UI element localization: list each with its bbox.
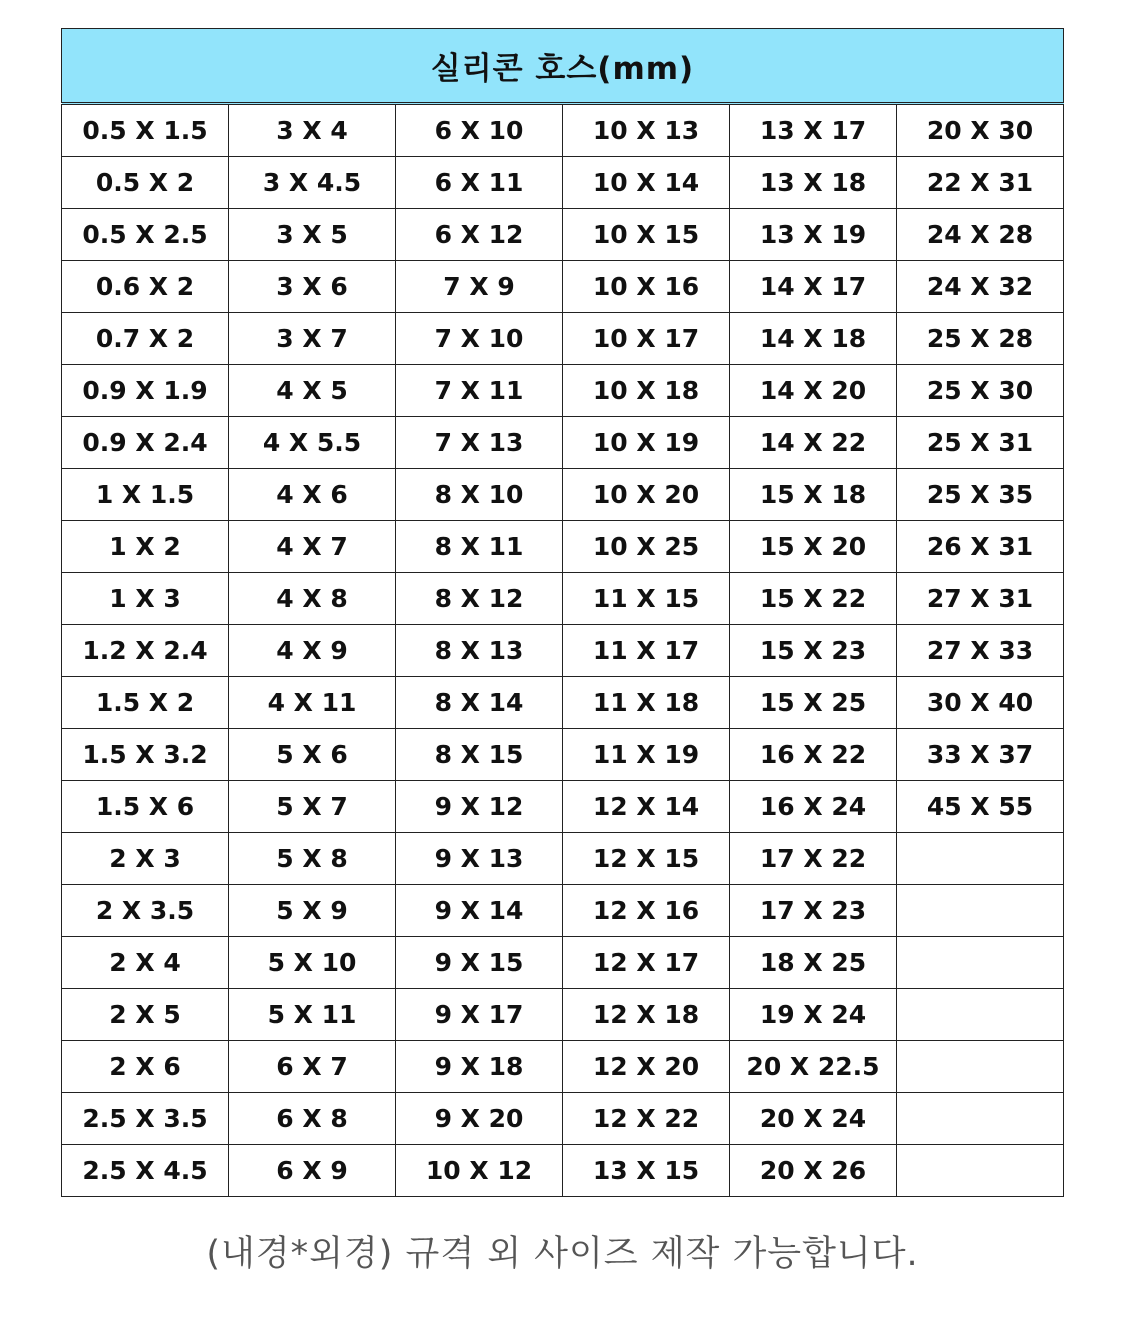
size-cell: 2 X 3.5 <box>62 885 229 937</box>
size-cell: 1 X 1.5 <box>62 469 229 521</box>
size-cell: 10 X 12 <box>396 1145 563 1197</box>
size-cell: 9 X 14 <box>396 885 563 937</box>
size-cell: 18 X 25 <box>730 937 897 989</box>
size-cell: 3 X 7 <box>229 313 396 365</box>
size-cell: 27 X 33 <box>897 625 1064 677</box>
size-cell: 10 X 14 <box>563 157 730 209</box>
size-cell: 1.2 X 2.4 <box>62 625 229 677</box>
size-cell: 5 X 9 <box>229 885 396 937</box>
size-cell: 12 X 15 <box>563 833 730 885</box>
table-row <box>62 677 1064 729</box>
size-cell: 2 X 4 <box>62 937 229 989</box>
size-cell: 9 X 15 <box>396 937 563 989</box>
size-cell: 2.5 X 4.5 <box>62 1145 229 1197</box>
size-cell: 1.5 X 2 <box>62 677 229 729</box>
size-cell: 7 X 13 <box>396 417 563 469</box>
size-cell: 5 X 11 <box>229 989 396 1041</box>
footnote: (내경*외경) 규격 외 사이즈 제작 가능합니다. <box>206 1234 919 1274</box>
size-cell: 5 X 7 <box>229 781 396 833</box>
size-cell: 2.5 X 3.5 <box>62 1093 229 1145</box>
size-cell: 6 X 10 <box>396 104 563 157</box>
table-row <box>62 625 1064 677</box>
size-cell: 2 X 5 <box>62 989 229 1041</box>
size-cell: 8 X 15 <box>396 729 563 781</box>
size-cell: 10 X 25 <box>563 521 730 573</box>
table-row <box>62 1093 1064 1145</box>
size-cell: 12 X 18 <box>563 989 730 1041</box>
size-cell: 30 X 40 <box>897 677 1064 729</box>
size-cell: 12 X 17 <box>563 937 730 989</box>
size-cell: 9 X 18 <box>396 1041 563 1093</box>
size-cell: 0.7 X 2 <box>62 313 229 365</box>
size-cell: 10 X 13 <box>563 104 730 157</box>
size-cell: 0.5 X 2 <box>62 157 229 209</box>
size-cell: 8 X 10 <box>396 469 563 521</box>
size-cell: 11 X 19 <box>563 729 730 781</box>
table-row <box>62 937 1064 989</box>
size-cell: 11 X 15 <box>563 573 730 625</box>
size-cell: 11 X 18 <box>563 677 730 729</box>
size-cell: 6 X 12 <box>396 209 563 261</box>
table-row <box>62 417 1064 469</box>
size-cell: 24 X 32 <box>897 261 1064 313</box>
size-cell: 0.9 X 1.9 <box>62 365 229 417</box>
size-cell: 11 X 17 <box>563 625 730 677</box>
size-cell: 17 X 23 <box>730 885 897 937</box>
table-row <box>62 365 1064 417</box>
size-cell: 10 X 16 <box>563 261 730 313</box>
size-cell: 15 X 23 <box>730 625 897 677</box>
table-row <box>62 781 1064 833</box>
size-cell: 15 X 18 <box>730 469 897 521</box>
table-row <box>62 521 1064 573</box>
table-row <box>62 729 1064 781</box>
size-cell: 3 X 4 <box>229 104 396 157</box>
size-cell: 10 X 20 <box>563 469 730 521</box>
size-cell: 27 X 31 <box>897 573 1064 625</box>
size-cell: 8 X 11 <box>396 521 563 573</box>
size-cell: 13 X 15 <box>563 1145 730 1197</box>
size-cell: 20 X 22.5 <box>730 1041 897 1093</box>
size-cell: 0.5 X 2.5 <box>62 209 229 261</box>
size-cell: 5 X 10 <box>229 937 396 989</box>
size-cell: 25 X 31 <box>897 417 1064 469</box>
size-cell: 3 X 5 <box>229 209 396 261</box>
size-cell: 3 X 4.5 <box>229 157 396 209</box>
size-cell <box>897 989 1064 1041</box>
size-cell: 4 X 5.5 <box>229 417 396 469</box>
table-row <box>62 261 1064 313</box>
table-row <box>62 1145 1064 1197</box>
size-cell: 0.5 X 1.5 <box>62 104 229 157</box>
size-cell: 4 X 7 <box>229 521 396 573</box>
size-cell: 15 X 25 <box>730 677 897 729</box>
size-cell: 22 X 31 <box>897 157 1064 209</box>
table-row <box>62 157 1064 209</box>
size-cell: 16 X 22 <box>730 729 897 781</box>
table-row <box>62 833 1064 885</box>
size-cell: 6 X 8 <box>229 1093 396 1145</box>
size-cell: 14 X 22 <box>730 417 897 469</box>
size-cell: 20 X 30 <box>897 104 1064 157</box>
table-row <box>62 1041 1064 1093</box>
size-cell: 8 X 13 <box>396 625 563 677</box>
size-cell: 0.6 X 2 <box>62 261 229 313</box>
size-cell: 4 X 5 <box>229 365 396 417</box>
size-cell: 2 X 6 <box>62 1041 229 1093</box>
size-cell: 8 X 14 <box>396 677 563 729</box>
table-header-row <box>62 29 1064 104</box>
size-cell: 25 X 28 <box>897 313 1064 365</box>
size-cell: 1 X 2 <box>62 521 229 573</box>
size-cell: 15 X 20 <box>730 521 897 573</box>
size-cell: 7 X 10 <box>396 313 563 365</box>
size-cell <box>897 885 1064 937</box>
size-cell: 24 X 28 <box>897 209 1064 261</box>
size-cell: 0.9 X 2.4 <box>62 417 229 469</box>
size-cell: 9 X 20 <box>396 1093 563 1145</box>
size-cell: 10 X 17 <box>563 313 730 365</box>
size-cell: 12 X 16 <box>563 885 730 937</box>
size-cell: 15 X 22 <box>730 573 897 625</box>
size-cell: 10 X 15 <box>563 209 730 261</box>
size-cell: 13 X 19 <box>730 209 897 261</box>
table-body <box>62 104 1064 1197</box>
size-cell: 20 X 24 <box>730 1093 897 1145</box>
size-cell: 8 X 12 <box>396 573 563 625</box>
table-row <box>62 209 1064 261</box>
size-cell <box>897 833 1064 885</box>
size-cell: 20 X 26 <box>730 1145 897 1197</box>
size-cell: 9 X 12 <box>396 781 563 833</box>
size-cell: 7 X 11 <box>396 365 563 417</box>
size-cell: 6 X 9 <box>229 1145 396 1197</box>
size-cell: 6 X 7 <box>229 1041 396 1093</box>
size-cell: 12 X 20 <box>563 1041 730 1093</box>
table-row <box>62 573 1064 625</box>
size-cell: 1 X 3 <box>62 573 229 625</box>
size-cell: 4 X 6 <box>229 469 396 521</box>
size-cell: 25 X 30 <box>897 365 1064 417</box>
size-cell: 12 X 22 <box>563 1093 730 1145</box>
size-cell: 13 X 17 <box>730 104 897 157</box>
size-cell: 14 X 17 <box>730 261 897 313</box>
size-cell: 45 X 55 <box>897 781 1064 833</box>
size-cell: 3 X 6 <box>229 261 396 313</box>
size-cell: 5 X 8 <box>229 833 396 885</box>
table-row <box>62 469 1064 521</box>
table-row <box>62 104 1064 157</box>
size-cell <box>897 1145 1064 1197</box>
size-cell: 2 X 3 <box>62 833 229 885</box>
size-cell <box>897 1093 1064 1145</box>
size-cell: 9 X 13 <box>396 833 563 885</box>
size-cell: 10 X 18 <box>563 365 730 417</box>
size-cell: 26 X 31 <box>897 521 1064 573</box>
size-cell: 25 X 35 <box>897 469 1064 521</box>
table-row <box>62 885 1064 937</box>
size-cell: 1.5 X 3.2 <box>62 729 229 781</box>
size-cell: 4 X 9 <box>229 625 396 677</box>
size-cell: 4 X 8 <box>229 573 396 625</box>
size-cell: 12 X 14 <box>563 781 730 833</box>
size-cell: 10 X 19 <box>563 417 730 469</box>
table-row <box>62 313 1064 365</box>
size-cell: 13 X 18 <box>730 157 897 209</box>
size-cell: 1.5 X 6 <box>62 781 229 833</box>
size-cell: 9 X 17 <box>396 989 563 1041</box>
size-cell: 16 X 24 <box>730 781 897 833</box>
size-cell: 17 X 22 <box>730 833 897 885</box>
table-row <box>62 989 1064 1041</box>
size-cell: 6 X 11 <box>396 157 563 209</box>
size-cell: 5 X 6 <box>229 729 396 781</box>
size-cell: 4 X 11 <box>229 677 396 729</box>
size-cell: 14 X 18 <box>730 313 897 365</box>
size-cell: 33 X 37 <box>897 729 1064 781</box>
hose-size-table <box>61 28 1064 1197</box>
table-title: 실리콘 호스(mm) <box>62 29 1064 104</box>
size-cell <box>897 937 1064 989</box>
size-cell: 7 X 9 <box>396 261 563 313</box>
size-cell <box>897 1041 1064 1093</box>
size-cell: 19 X 24 <box>730 989 897 1041</box>
size-cell: 14 X 20 <box>730 365 897 417</box>
